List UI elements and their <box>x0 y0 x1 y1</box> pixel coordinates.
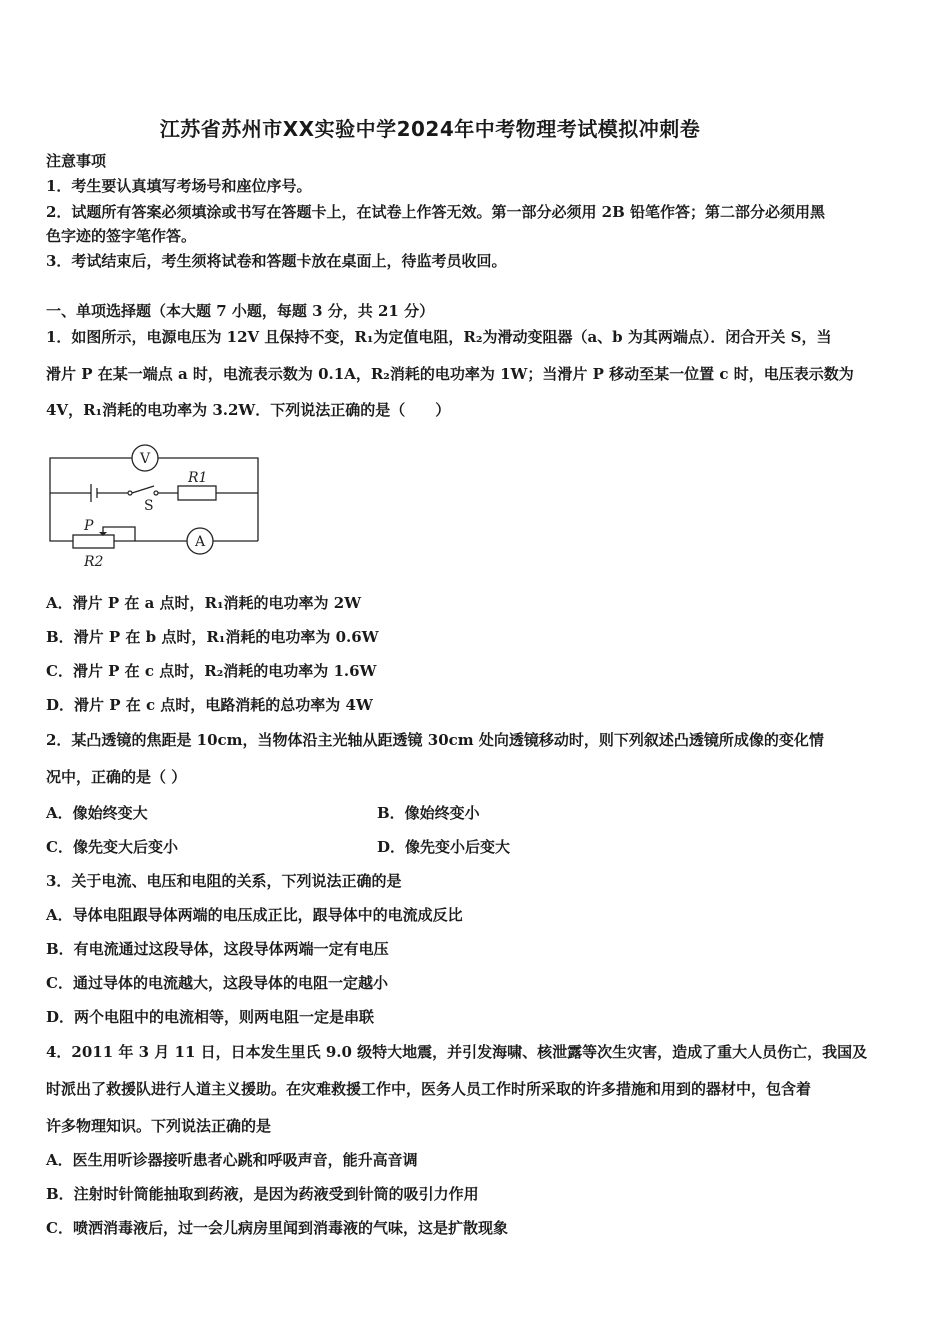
slider-label: P <box>84 518 94 534</box>
circuit-diagram <box>46 440 266 575</box>
q4-stem-line-3: 许多物理知识。下列说法正确的是 <box>46 1117 272 1135</box>
q3-option-b: B．有电流通过这段导体，这段导体两端一定有电压 <box>46 940 389 958</box>
q2-option-a: A．像始终变大 <box>46 804 148 822</box>
notice-item-2: 2．试题所有答案必须填涂或书写在答题卡上，在试卷上作答无效。第一部分必须用 2B 铅笔作答；第二部分必须用黑 <box>46 203 826 221</box>
q1-stem-line-3: 4V，R₁消耗的电功率为 3.2W．下列说法正确的是（ ） <box>46 401 451 419</box>
q1-option-a: A．滑片 P 在 a 点时，R₁消耗的电功率为 2W <box>46 594 362 612</box>
q3-option-c: C．通过导体的电流越大，这段导体的电阻一定越小 <box>46 974 388 992</box>
switch-contact <box>154 491 158 495</box>
q1-option-b: B．滑片 P 在 b 点时，R₁消耗的电功率为 0.6W <box>46 628 379 646</box>
ammeter-label: A <box>194 534 206 550</box>
q2-option-d: D．像先变小后变大 <box>377 838 511 856</box>
q2-stem-line-2: 况中，正确的是（ ） <box>46 768 187 786</box>
section-heading: 一、单项选择题（本大题 7 小题，每题 3 分，共 21 分） <box>46 302 435 320</box>
switch-label: S <box>144 498 154 514</box>
q2-option-c: C．像先变大后变小 <box>46 838 178 856</box>
q4-option-b: B．注射时针筒能抽取到药液，是因为药液受到针筒的吸引力作用 <box>46 1185 479 1203</box>
r2-label: R2 <box>84 554 104 570</box>
q3-option-a: A．导体电阻跟导体两端的电压成正比，跟导体中的电流成反比 <box>46 906 463 924</box>
q3-stem: 3．关于电流、电压和电阻的关系，下列说法正确的是 <box>46 872 402 890</box>
notice-item-3: 3．考试结束后，考生须将试卷和答题卡放在桌面上，待监考员收回。 <box>46 252 507 270</box>
q4-stem-line-2: 时派出了救援队进行人道主义援助。在灾难救援工作中，医务人员工作时所采取的许多措施和用到的器材中，包含着 <box>46 1080 812 1098</box>
voltmeter-label: V <box>139 451 151 467</box>
q4-stem-line-1: 4．2011 年 3 月 11 日，日本发生里氏 9.0 级特大地震，并引发海啸、核泄露等次生灾害，造成了重大人员伤亡，我国及 <box>46 1043 868 1061</box>
q1-option-c: C．滑片 P 在 c 点时，R₂消耗的电功率为 1.6W <box>46 662 377 680</box>
r1-label: R1 <box>188 470 208 486</box>
q4-option-c: C．喷洒消毒液后，过一会儿病房里闻到消毒液的气味，这是扩散现象 <box>46 1219 508 1237</box>
q1-option-d: D．滑片 P 在 c 点时，电路消耗的总功率为 4W <box>46 696 373 714</box>
q1-stem-line-1: 1．如图所示，电源电压为 12V 且保持不变，R₁为定值电阻，R₂为滑动变阻器（a、b 为其两端点）．闭合开关 S，当 <box>46 328 832 346</box>
q2-stem-line-1: 2．某凸透镜的焦距是 10cm，当物体沿主光轴从距透镜 30cm 处向透镜移动时，则下列叙述凸透镜所成像的变化情 <box>46 731 824 749</box>
q1-stem-line-2: 滑片 P 在某一端点 a 时，电流表示数为 0.1A，R₂消耗的电功率为 1W；当滑片 P 移动至某一位置 c 时，电压表示数为 <box>46 365 854 383</box>
q3-option-d: D．两个电阻中的电流相等，则两电阻一定是串联 <box>46 1008 375 1026</box>
q4-option-a: A．医生用听诊器接听患者心跳和呼吸声音，能升高音调 <box>46 1151 418 1169</box>
switch-pivot <box>128 491 132 495</box>
notice-heading: 注意事项 <box>46 152 107 170</box>
notice-item-2-cont: 色字迹的签字笔作答。 <box>46 227 197 245</box>
page-title: 江苏省苏州市XX实验中学2024年中考物理考试模拟冲刺卷 <box>159 117 701 141</box>
q2-option-b: B．像始终变小 <box>377 804 480 822</box>
notice-item-1: 1．考生要认真填写考场号和座位序号。 <box>46 177 312 195</box>
